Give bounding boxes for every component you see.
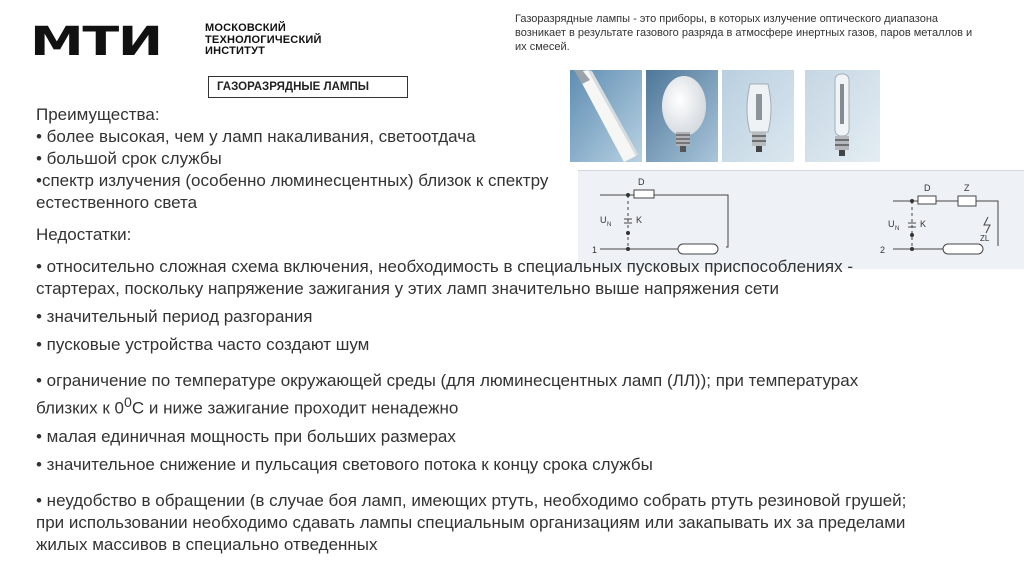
disadvantage-item: • значительный период разгорания [36, 307, 313, 326]
diagram-label-d: D [638, 177, 645, 187]
logo-org-line: ИНСТИТУТ [205, 45, 266, 57]
slide-body [36, 104, 916, 556]
diagram-label-z: Z [964, 183, 970, 193]
diagram-label-n2: N [895, 226, 900, 232]
advantage-item: естественного света [36, 193, 198, 212]
mti-logo [30, 19, 350, 65]
intro-definition: Газоразрядные лампы - это приборы, в которых излучение оптического диапазона возникает в результате газового разряда в атмосфере инертных газов, паров металлов и их смесей. [515, 13, 973, 53]
temperature-text: • ограничение по температуре окружающей среды (для люминесцентных ламп (ЛЛ)); при температурах близких к 0 [36, 371, 863, 418]
disadvantage-item: • относительно сложная схема включения, необходимость в специальных пусковых приспособлениях - стартерах, поскольку напряжение зажигания у этих ламп значительно выше напряжения сети [36, 257, 882, 298]
diagram-label-u2: U [888, 219, 895, 229]
temperature-sup: 0 [123, 395, 132, 411]
disadvantage-item-temperature [36, 370, 916, 420]
logo-mark: МТИ [30, 19, 162, 65]
disadvantages-heading: Недостатки: [36, 225, 132, 244]
slide-title-box [208, 76, 408, 98]
advantage-item: • более высокая, чем у ламп накаливания, светоотдача [36, 127, 476, 146]
diagram-label-n: N [607, 222, 612, 228]
diagram-label-u: U [600, 215, 607, 225]
diagram-label-k2: K [920, 219, 927, 229]
diagram-label-num: 1 [592, 245, 598, 255]
diagram-label-num2: 2 [880, 245, 886, 255]
logo-org-line: ТЕХНОЛОГИЧЕСКИЙ [205, 33, 322, 46]
diagram-label-zl: ZL [980, 234, 990, 243]
disadvantage-item: • малая единичная мощность при больших размерах [36, 426, 456, 446]
logo-org-line: МОСКОВСКИЙ [205, 22, 286, 34]
slide-title: ГАЗОРАЗРЯДНЫЕ ЛАМПЫ [217, 81, 370, 93]
advantages-heading: Преимущества: [36, 105, 160, 124]
diagram-label-d2: D [924, 183, 931, 193]
advantage-item: • большой срок службы [36, 149, 222, 168]
disadvantage-item: • значительное снижение и пульсация светового потока к концу срока службы [36, 454, 653, 474]
disadvantage-item: • пусковые устройства часто создают шум [36, 335, 370, 354]
disadvantage-item: • неудобство в обращении (в случае боя ламп, имеющих ртуть, необходимо собрать ртуть резиновой грушей; при использовании необходимо сдавать лампы специальным организациям или закапывать их за пределами жилых массивов в специально отведенных [36, 490, 912, 554]
diagram-label-k: K [636, 215, 643, 225]
temperature-tail: С и ниже зажигание проходит ненадежно [131, 398, 459, 418]
advantage-item: •спектр излучения (особенно люминесцентных) близок к спектру [36, 171, 549, 190]
logo-org-name [205, 23, 322, 58]
